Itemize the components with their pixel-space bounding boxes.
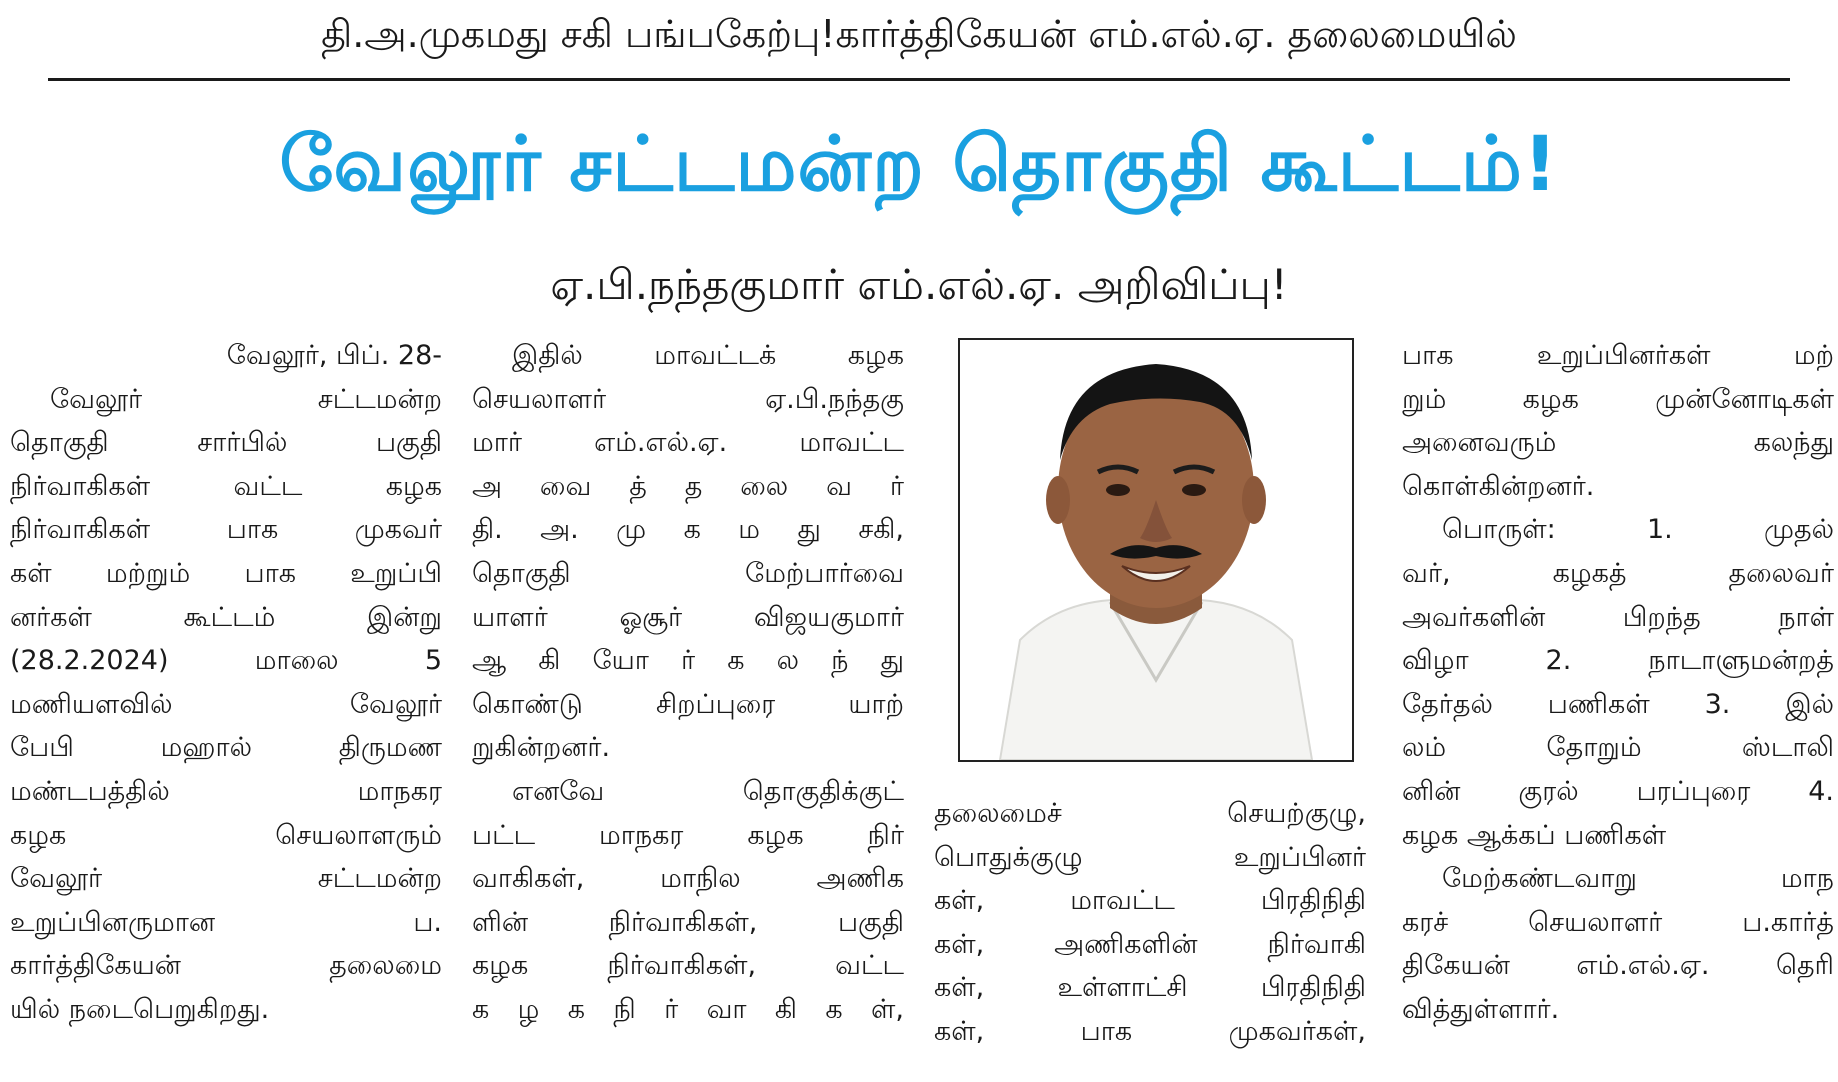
text-line: வர், கழகத் தலைவர்	[1402, 557, 1834, 589]
text-line: அனைவரும் கலந்து	[1402, 427, 1834, 459]
kicker-underline	[48, 78, 1790, 81]
text-line: பட்ட மாநகர கழக நிர்	[472, 819, 904, 851]
text-line: மண்டபத்தில் மாநகர	[10, 775, 442, 807]
text-line: கள் மற்றும் பாக உறுப்பி	[10, 557, 442, 589]
text-line: மணியளவில் வேலூர்	[10, 688, 442, 720]
text-line: பொதுக்குழு உறுப்பினர்	[934, 841, 1366, 873]
text-line: கழக செயலாளரும்	[10, 819, 442, 851]
text-line: தி. அ. மு க ம து சகி,	[472, 514, 904, 546]
text-line: தொகுதி சார்பில் பகுதி	[10, 427, 442, 459]
text-line: இதில் மாவட்டக் கழக	[512, 340, 904, 371]
text-line: கள், மாவட்ட பிரதிநிதி	[934, 885, 1366, 917]
text-line: யில் நடைபெறுகிறது.	[10, 993, 270, 1025]
text-line: நிர்வாகிகள் வட்ட கழக	[10, 470, 442, 502]
text-line: வித்துள்ளார்.	[1402, 993, 1560, 1025]
article-column-4	[1402, 334, 1834, 1032]
text-line: பேபி மஹால் திருமண	[10, 732, 442, 764]
text-line: னர்கள் கூட்டம் இன்று	[10, 601, 442, 633]
text-line: ஆ கி யோ ர் க ல ந் து	[472, 645, 904, 677]
text-line: செயலாளர் ஏ.பி.நந்தகு	[472, 383, 904, 415]
text-line: ளின் நிர்வாகிகள், பகுதி	[472, 906, 904, 938]
text-line: கழக நிர்வாகிகள், வட்ட	[472, 950, 904, 982]
text-line: யாளர் ஓசூர் விஜயகுமார்	[472, 601, 904, 633]
text-line: அவர்களின் பிறந்த நாள்	[1402, 601, 1834, 633]
text-line: வேலூர், பிப். 28-	[226, 340, 442, 371]
text-line: மேற்கண்டவாறு மாந	[1442, 863, 1834, 895]
text-line: தலைமைச் செயற்குழு,	[934, 798, 1366, 829]
text-line: திகேயன் எம்.எல்.ஏ. தெரி	[1402, 950, 1834, 982]
text-line: கழக ஆக்கப் பணிகள்	[1402, 819, 1667, 851]
main-headline: வேலூர் சட்டமன்ற தொகுதி கூட்டம்!	[279, 119, 1559, 208]
text-line: கள், உள்ளாட்சி பிரதிநிதி	[934, 972, 1366, 1004]
text-line: றும் கழக முன்னோடிகள்	[1402, 383, 1834, 415]
text-line: லம் தோறும் ஸ்டாலி	[1402, 732, 1834, 764]
text-line: தேர்தல் பணிகள் 3. இல்	[1402, 688, 1834, 720]
text-line: அ வை த் த லை வ ர்	[472, 470, 904, 502]
text-line: உறுப்பினருமான ப.	[10, 906, 442, 938]
portrait-photo	[958, 338, 1354, 762]
text-line: கொள்கின்றனர்.	[1402, 470, 1595, 502]
text-line: பொருள்: 1. முதல்	[1442, 514, 1834, 546]
text-line: மார் எம்.எல்.ஏ. மாவட்ட	[472, 427, 904, 459]
portrait-icon	[960, 340, 1352, 760]
kicker-headline: தி.அ.முகமது சகி பங்பகேற்பு!கார்த்திகேயன் எம்.எல்.ஏ. தலைமையில்	[321, 12, 1517, 56]
text-line: கார்த்திகேயன் தலைமை	[10, 950, 442, 982]
text-line: வாகிகள், மாநில அணிக	[472, 863, 904, 895]
text-line: விழா 2. நாடாளுமன்றத்	[1402, 645, 1834, 677]
article-column-2	[472, 334, 904, 1032]
text-line: கரச் செயலாளர் ப.கார்த்	[1402, 906, 1834, 938]
text-line: பாக உறுப்பினர்கள் மற்	[1402, 340, 1834, 371]
text-line: வேலூர் சட்டமன்ற	[50, 383, 442, 415]
text-line: வேலூர் சட்டமன்ற	[10, 863, 442, 895]
text-line: கொண்டு சிறப்புரை யாற்	[472, 688, 904, 720]
text-line: தொகுதி மேற்பார்வை	[472, 557, 904, 589]
text-line: க ழ க நி ர் வா கி க ள்,	[472, 993, 904, 1025]
sub-headline: ஏ.பி.நந்தகுமார் எம்.எல்.ஏ. அறிவிப்பு!	[550, 260, 1288, 309]
text-line: னின் குரல் பரப்புரை 4.	[1402, 775, 1834, 807]
text-line: கள், அணிகளின் நிர்வாகி	[934, 928, 1366, 960]
article-column-3	[934, 792, 1366, 1054]
text-line: எனவே தொகுதிக்குட்	[512, 775, 904, 807]
text-line: நிர்வாகிகள் பாக முகவர்	[10, 514, 442, 546]
text-line: றுகின்றனர்.	[472, 732, 611, 764]
article-column-1	[10, 334, 442, 1032]
text-line: கள், பாக முகவர்கள்,	[934, 1015, 1366, 1047]
text-line: (28.2.2024) மாலை 5	[10, 645, 442, 677]
